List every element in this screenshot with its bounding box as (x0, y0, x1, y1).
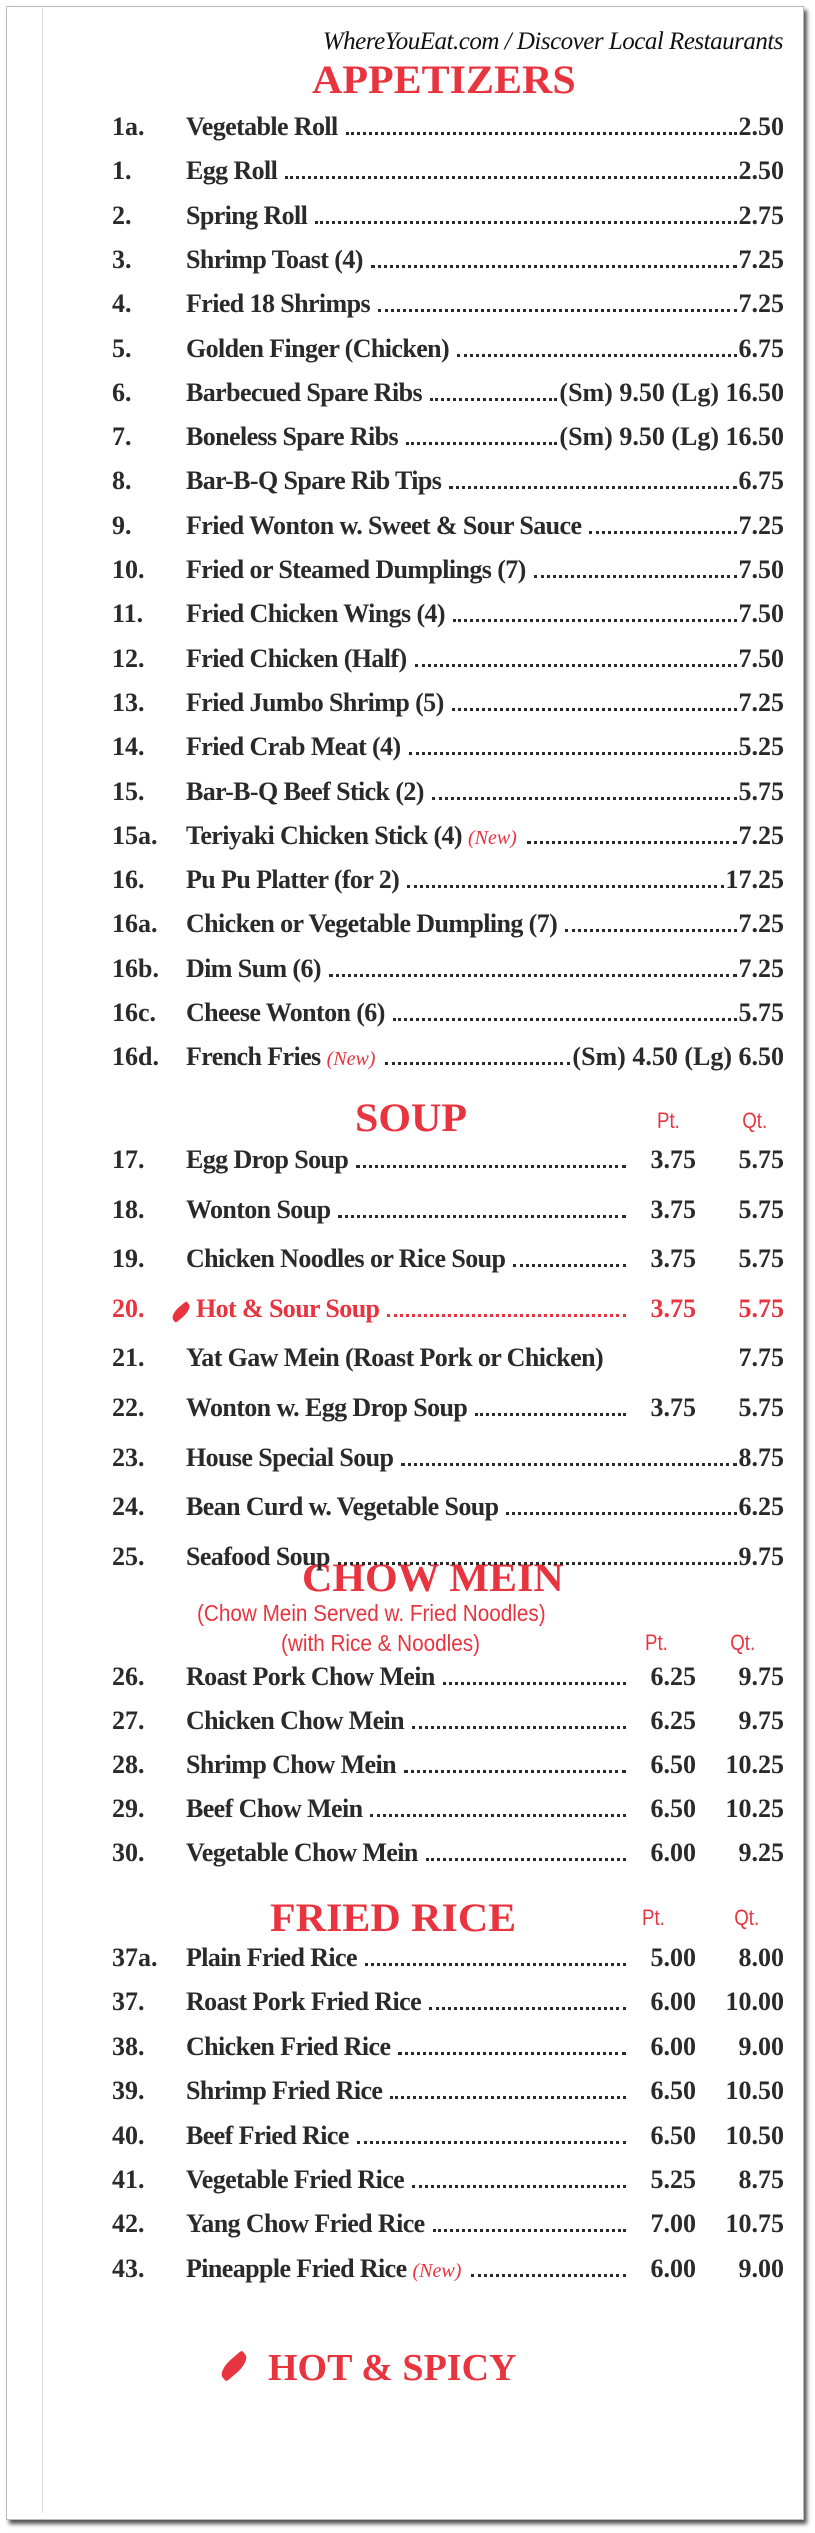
price-quart: 9.75 (738, 1662, 784, 1691)
item-number: 38. (112, 2031, 145, 2061)
item-number: 1a. (112, 112, 145, 141)
chili-pepper-icon (217, 2350, 251, 2381)
item-name: Beef Fried Rice (186, 2120, 349, 2150)
hot-spicy-legend (222, 2346, 516, 2390)
section-title-chow-mein: CHOW MEIN (302, 1555, 564, 1600)
price-quart: 5.75 (738, 1393, 784, 1422)
item-price: 7.25 (738, 244, 784, 274)
menu-item-row (112, 909, 784, 949)
dot-leader (453, 619, 737, 622)
dot-leader (365, 1963, 626, 1966)
price-quart: 9.00 (738, 2253, 784, 2283)
dot-leader (527, 841, 737, 844)
price-pint: 5.00 (650, 1943, 696, 1972)
dot-leader (534, 575, 737, 578)
price-pint: 3.75 (650, 1244, 696, 1274)
item-name: Egg Roll (186, 156, 278, 186)
menu-item-row (112, 289, 784, 329)
price-quart: 10.50 (725, 2120, 784, 2150)
new-badge: (New) (326, 1048, 376, 1071)
chow-mein-subtitle-2: (with Rice & Noodles) (281, 1630, 481, 1656)
dot-leader (429, 2007, 626, 2010)
dot-leader (412, 2185, 626, 2188)
price-pint: 6.25 (650, 1706, 696, 1735)
dot-leader (432, 797, 737, 800)
item-name: Beef Chow Mein (186, 1794, 363, 1823)
menu-item-row (112, 821, 784, 861)
item-price: 2.50 (738, 156, 784, 186)
section-title-soup: SOUP (355, 1095, 468, 1140)
menu-item-row (112, 1145, 784, 1185)
item-number: 19. (112, 1244, 145, 1274)
dot-leader (329, 974, 737, 977)
item-price: (Sm) 9.50 (Lg) 16.50 (559, 422, 784, 452)
item-number: 39. (112, 2076, 145, 2106)
dot-leader (371, 265, 737, 268)
item-name: Chicken or Vegetable Dumpling (7) (186, 909, 558, 939)
menu-item-row (112, 644, 784, 684)
price-quart: 10.25 (725, 1794, 784, 1823)
item-price: 2.50 (738, 112, 784, 141)
dot-leader (475, 1413, 626, 1416)
item-name: Roast Pork Fried Rice (186, 1987, 422, 2017)
dot-leader (338, 1215, 626, 1218)
dot-leader (443, 1682, 626, 1685)
item-name: Fried 18 Shrimps (186, 289, 370, 319)
hot-spicy-label: HOT & SPICY (268, 2347, 517, 2389)
item-number: 11. (112, 599, 144, 629)
price-quart: 10.50 (725, 2076, 784, 2106)
item-price: (Sm) 4.50 (Lg) 6.50 (572, 1042, 784, 1072)
item-name: Fried Jumbo Shrimp (5) (186, 687, 444, 717)
price-pint: 6.50 (650, 1794, 696, 1823)
dot-leader (409, 752, 737, 755)
price-quart: 10.00 (725, 1987, 784, 2017)
dot-leader (433, 2229, 626, 2232)
item-number: 29. (112, 1794, 145, 1823)
item-number: 16b. (112, 953, 159, 983)
price-pint: 6.00 (650, 1987, 696, 2017)
site-credit: WhereYouEat.com / Discover Local Restaurants (322, 28, 783, 55)
item-number: 22. (112, 1393, 145, 1422)
item-name: Hot & Sour Soup (196, 1293, 380, 1323)
item-name: Chicken Chow Mein (186, 1706, 405, 1735)
price-pint: 3.75 (650, 1393, 696, 1422)
dot-leader (426, 1858, 626, 1861)
item-name: Golden Finger (Chicken) (186, 333, 450, 363)
item-name: Egg Drop Soup (186, 1145, 349, 1174)
item-price: 7.75 (738, 1343, 784, 1373)
menu-item-row (112, 2121, 784, 2161)
item-name: Seafood Soup (186, 1541, 330, 1571)
item-number: 14. (112, 732, 145, 762)
item-price: 6.25 (738, 1492, 784, 1522)
fried-rice-qt-header: Qt. (734, 1905, 760, 1930)
item-number: 26. (112, 1662, 145, 1691)
item-name: Barbecued Spare Ribs (186, 377, 422, 407)
item-number: 42. (112, 2209, 145, 2239)
price-quart: 5.75 (738, 1244, 784, 1274)
chow-mein-pt-header: Pt. (645, 1630, 668, 1655)
item-number: 17. (112, 1145, 145, 1174)
menu-item-row (112, 1443, 784, 1483)
item-price: 7.50 (738, 643, 784, 673)
item-number: 6. (112, 377, 132, 407)
item-name: Chicken Fried Rice (186, 2031, 391, 2061)
item-name: Vegetable Fried Rice (186, 2165, 405, 2194)
item-price: 9.75 (738, 1541, 784, 1571)
dot-leader (430, 398, 557, 401)
menu-item-row (112, 1987, 784, 2027)
dot-leader (471, 2274, 626, 2277)
item-price: 7.25 (738, 953, 784, 983)
dot-leader (404, 1770, 626, 1773)
menu-item-row (112, 954, 784, 994)
item-name: Bar-B-Q Spare Rib Tips (186, 466, 442, 496)
section-title-appetizers: APPETIZERS (312, 57, 576, 102)
menu-item-row (112, 998, 784, 1038)
item-number: 16c. (112, 998, 157, 1027)
item-price: 17.25 (725, 865, 784, 895)
item-price: 7.50 (738, 599, 784, 629)
item-name: Bean Curd w. Vegetable Soup (186, 1492, 499, 1522)
item-number: 3. (112, 244, 132, 274)
item-price: 8.75 (738, 1442, 784, 1472)
item-number: 8. (112, 466, 132, 496)
menu-item-row (112, 1943, 784, 1983)
dot-leader (506, 1512, 736, 1515)
menu-item-row (112, 688, 784, 728)
price-quart: 8.75 (738, 2165, 784, 2194)
menu-item-row (112, 466, 784, 506)
dot-leader (390, 2096, 626, 2099)
dot-leader (338, 1562, 737, 1565)
menu-item-row (112, 1706, 784, 1746)
dot-leader (565, 929, 736, 932)
menu-item-row (112, 1393, 784, 1433)
dot-leader (356, 1165, 626, 1168)
dot-leader (415, 664, 737, 667)
dot-leader (412, 1726, 626, 1729)
item-name: House Special Soup (186, 1442, 394, 1472)
item-name: Fried Chicken (Half) (186, 643, 407, 673)
item-number: 37. (112, 1987, 145, 2017)
dot-leader (589, 531, 736, 534)
item-name: Wonton Soup (186, 1194, 331, 1224)
item-name: Vegetable Chow Mein (186, 1838, 418, 1867)
item-name: Yang Chow Fried Rice (186, 2209, 425, 2239)
item-number: 28. (112, 1750, 145, 1779)
item-price: 5.75 (738, 776, 784, 806)
item-name: Wonton w. Egg Drop Soup (186, 1393, 468, 1422)
menu-item-row (112, 1542, 784, 1582)
dot-leader (398, 2052, 626, 2055)
soup-qt-header: Qt. (742, 1108, 768, 1133)
price-pint: 3.75 (650, 1293, 696, 1323)
item-name: Shrimp Toast (4) (186, 244, 363, 274)
item-number: 37a. (112, 1943, 158, 1972)
item-price: 6.75 (738, 466, 784, 496)
dot-leader (452, 708, 737, 711)
item-number: 12. (112, 643, 145, 673)
fried-rice-pt-header: Pt. (642, 1905, 665, 1930)
item-price: 2.75 (738, 200, 784, 230)
menu-item-row (112, 599, 784, 639)
menu-item-row (112, 334, 784, 374)
price-quart: 5.75 (738, 1194, 784, 1224)
item-number: 2. (112, 200, 132, 230)
item-name: Yat Gaw Mein (Roast Pork or Chicken) (186, 1343, 603, 1373)
item-name: Fried Wonton w. Sweet & Sour Sauce (186, 510, 582, 540)
price-pint: 6.50 (650, 1750, 696, 1779)
price-pint: 6.00 (650, 1838, 696, 1867)
menu-item-row (112, 422, 784, 462)
item-number: 15. (112, 776, 145, 806)
item-number: 16a. (112, 909, 158, 939)
dot-leader (393, 1018, 737, 1021)
menu-item-row (112, 865, 784, 905)
menu-item-row (112, 2254, 784, 2294)
item-name: Vegetable Roll (186, 112, 338, 141)
item-name: Spring Roll (186, 200, 308, 230)
menu-item-row (112, 201, 784, 241)
item-number: 21. (112, 1343, 145, 1373)
item-number: 10. (112, 555, 145, 584)
dot-leader (357, 2141, 626, 2144)
item-price: 7.25 (738, 820, 784, 850)
menu-item-row (112, 1492, 784, 1532)
item-name: Fried Crab Meat (4) (186, 732, 401, 762)
menu-item-row (112, 1195, 784, 1235)
item-price: 7.25 (738, 687, 784, 717)
dot-leader (407, 885, 723, 888)
menu-item-row (112, 2209, 784, 2249)
price-quart: 9.25 (738, 1838, 784, 1867)
item-name: Roast Pork Chow Mein (186, 1662, 435, 1691)
item-number: 25. (112, 1541, 145, 1571)
price-pint: 3.75 (650, 1145, 696, 1174)
item-number: 43. (112, 2253, 145, 2283)
dot-leader (285, 176, 736, 179)
dot-leader (346, 132, 737, 135)
price-quart: 10.25 (725, 1750, 784, 1779)
item-number: 13. (112, 687, 145, 717)
dot-leader (378, 309, 737, 312)
menu-item-row (112, 2076, 784, 2116)
new-badge: (New) (467, 826, 517, 849)
item-number: 1. (112, 156, 132, 186)
item-number: 27. (112, 1706, 145, 1735)
price-quart: 8.00 (738, 1943, 784, 1972)
item-number: 24. (112, 1492, 145, 1522)
menu-item-row (112, 2032, 784, 2072)
item-price: 6.75 (738, 333, 784, 363)
item-price: 5.25 (738, 732, 784, 762)
dot-leader (457, 354, 736, 357)
soup-pt-header: Pt. (657, 1108, 680, 1133)
item-price: 7.25 (738, 510, 784, 540)
item-name: Shrimp Fried Rice (186, 2076, 383, 2106)
item-number: 40. (112, 2120, 145, 2150)
menu-item-row (112, 112, 784, 152)
price-pint: 6.50 (650, 2120, 696, 2150)
item-number: 7. (112, 422, 132, 452)
chow-mein-qt-header: Qt. (730, 1630, 756, 1655)
item-price: (Sm) 9.50 (Lg) 16.50 (559, 377, 784, 407)
menu-item-row (112, 777, 784, 817)
dot-leader (449, 486, 736, 489)
dot-leader (401, 1463, 736, 1466)
price-pint: 6.00 (650, 2253, 696, 2283)
item-name: Dim Sum (6) (186, 953, 321, 983)
price-quart: 5.75 (738, 1145, 784, 1174)
item-number: 20. (112, 1293, 145, 1323)
item-name: French Fries (186, 1042, 321, 1072)
menu-item-row (112, 1794, 784, 1834)
page-edge-line (42, 8, 43, 2513)
menu-item-row (112, 1750, 784, 1790)
price-pint: 6.25 (650, 1662, 696, 1691)
item-price: 7.25 (738, 909, 784, 939)
item-number: 16d. (112, 1042, 159, 1072)
price-quart: 9.75 (738, 1706, 784, 1735)
menu-item-row (112, 1244, 784, 1284)
dot-leader (387, 1314, 626, 1317)
item-name: Boneless Spare Ribs (186, 422, 399, 452)
item-number: 16. (112, 865, 145, 895)
price-pint: 6.50 (650, 2076, 696, 2106)
item-number: 18. (112, 1194, 145, 1224)
item-name: Cheese Wonton (6) (186, 998, 385, 1027)
item-name: Plain Fried Rice (186, 1943, 357, 1972)
chow-mein-subtitle: (Chow Mein Served w. Fried Noodles) (197, 1600, 546, 1626)
menu-item-row (112, 1343, 784, 1383)
item-name: Bar-B-Q Beef Stick (2) (186, 776, 424, 806)
item-price: 7.50 (738, 555, 784, 584)
price-pint: 5.25 (650, 2165, 696, 2194)
item-name: Pineapple Fried Rice (186, 2253, 407, 2283)
menu-item-row (112, 555, 784, 595)
price-quart: 9.00 (738, 2031, 784, 2061)
menu-item-row (112, 511, 784, 551)
item-name: Shrimp Chow Mein (186, 1750, 396, 1779)
item-price: 5.75 (738, 998, 784, 1027)
section-title-fried-rice: FRIED RICE (270, 1895, 517, 1940)
price-quart: 5.75 (738, 1293, 784, 1323)
menu-item-row (112, 732, 784, 772)
menu-item-row (112, 245, 784, 285)
price-pint: 6.00 (650, 2031, 696, 2061)
price-pint: 3.75 (650, 1194, 696, 1224)
item-name: Pu Pu Platter (for 2) (186, 865, 400, 895)
menu-item-row (112, 1294, 784, 1334)
item-number: 30. (112, 1838, 145, 1867)
dot-leader (315, 221, 736, 224)
item-price: 7.25 (738, 289, 784, 319)
menu-item-row (112, 156, 784, 196)
menu-item-row (112, 2165, 784, 2205)
price-quart: 10.75 (725, 2209, 784, 2239)
new-badge: (New) (412, 2259, 462, 2282)
price-pint: 7.00 (650, 2209, 696, 2239)
item-number: 41. (112, 2165, 145, 2194)
item-name: Fried or Steamed Dumplings (7) (186, 555, 526, 584)
dot-leader (513, 1264, 626, 1267)
item-name: Chicken Noodles or Rice Soup (186, 1244, 506, 1274)
item-name: Fried Chicken Wings (4) (186, 599, 445, 629)
menu-item-row (112, 1662, 784, 1702)
item-number: 4. (112, 289, 132, 319)
item-name: Teriyaki Chicken Stick (4) (186, 820, 462, 850)
item-number: 9. (112, 510, 132, 540)
item-number: 15a. (112, 820, 158, 850)
item-number: 5. (112, 333, 132, 363)
dot-leader (385, 1062, 570, 1065)
item-number: 23. (112, 1442, 145, 1472)
menu-item-row (112, 1838, 784, 1878)
dot-leader (406, 442, 557, 445)
menu-item-row (112, 1042, 784, 1082)
dot-leader (370, 1814, 626, 1817)
menu-item-row (112, 378, 784, 418)
